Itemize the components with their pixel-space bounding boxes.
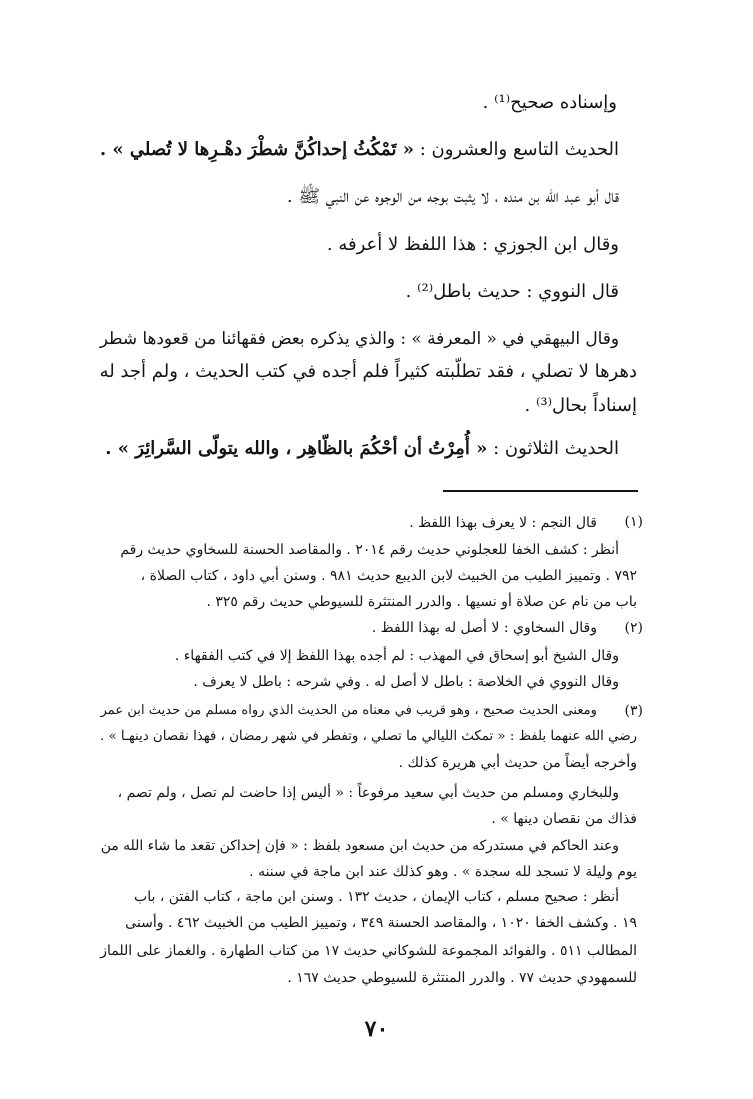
footnote-1-line-1: قال النجم : لا يعرف بهذا اللفظ . xyxy=(409,515,597,531)
line-ibn-jawzi: وقال ابن الجوزي : هذا اللفظ لا أعرفه . xyxy=(326,234,619,255)
footnote-3-line-2: رضي الله عنهما بلفظ : « تمكث الليالي ما تصلي ، وتفطر في شهر رمضان ، فهذا نقصان دينهـا » . xyxy=(99,729,637,744)
footnote-2-line-3: وقال النووي في الخلاصة : باطل لا أصل له . وفي شرحه : باطل لا يعرف . xyxy=(193,674,619,690)
footnote-number-2: (٢) xyxy=(624,620,643,636)
footnote-3-line-7: يوم وليلة لا تسجد لله سجدة » . وهو كذلك عند ابن ماجة في سننه . xyxy=(249,864,637,880)
line-bayhaqi-2: دهرها لا تصلي ، فقد تطلّبته كثيراً فلم أجده في كتب الحديث ، ولم أجد له xyxy=(99,361,637,382)
footnote-3-line-10: المطالب ٥١١ . والفوائد المجموعة للشوكاني حديث ١٧ من كتاب الطهارة . والغماز على اللماز xyxy=(100,943,637,959)
footnote-3-line-1: ومعنى الحديث صحيح ، وهو قريب في معناه من الحديث الذي رواه مسلم من حديث ابن عمر xyxy=(100,703,597,718)
footnote-3-line-5: فذاك من نقصان دينها » . xyxy=(491,811,637,827)
hadith-29-heading xyxy=(100,139,619,160)
line-bayhaqi-3: إسناداً بحال⁽³⁾ . xyxy=(524,395,637,416)
page-number: ٧٠ xyxy=(364,1016,389,1042)
hadith-30-prefix: الحديث الثلاثون : xyxy=(487,438,619,459)
hadith-30-heading xyxy=(105,438,619,459)
footnote-2-line-1: وقال السخاوي : لا أصل له بهذا اللفظ . xyxy=(371,620,597,636)
footnote-1-line-3: ٧٩٢ . وتمييز الطيب من الخبيث لابن الديبع حديث ٩٨١ . وسنن أبي داود ، كتاب الصلاة ، xyxy=(140,568,637,584)
footnote-1-line-2: أنظر : كشف الخفا للعجلوني حديث رقم ٢٠١٤ . والمقاصد الحسنة للسخاوي حديث رقم xyxy=(120,542,619,558)
footnote-number-1: (١) xyxy=(624,514,643,530)
footnote-3-line-11: للسمهودي حديث ٧٧ . والدرر المنتثرة للسيوطي حديث ١٦٧ . xyxy=(287,970,637,986)
footnote-3-line-8: أنظر : صحيح مسلم ، كتاب الإيمان ، حديث ١٣٢ . وسنن ابن ماجة ، كتاب الفتن ، باب xyxy=(134,889,619,905)
line-bayhaqi-1: وقال البيهقي في « المعرفة » : والذي يذكره بعض فقهائنا من قعودها شطر xyxy=(99,328,619,348)
footnote-2-line-2: وقال الشيخ أبو إسحاق في المهذب : لم أجده بهذا اللفظ إلا في كتب الفقهاء . xyxy=(174,648,619,664)
hadith-29-text: « تَمْكُثُ إحداكُنَّ شطْرَ دهْـرِها لا تُصلي » . xyxy=(99,139,414,160)
line-ibn-mandah: قال أبو عبد الله بن منده ، لا يثبت بوجه من الوجوه عن النبي ﷺ . xyxy=(286,186,619,207)
footnote-3-line-9: ١٩ . وكشف الخفا ١٠٢٠ ، والمقاصد الحسنة ٣٤٩ ، وتمييز الطيب من الخبيث ٤٦٢ . وأسنى xyxy=(125,915,637,931)
footnote-3-line-3: وأخرجه أيضاً من حديث أبي هريرة كذلك . xyxy=(398,755,637,771)
footnote-3-line-4: وللبخاري ومسلم من حديث أبي سعيد مرفوعاً : « أليس إذا حاضت لم تصل ، ولم تصم ، xyxy=(117,785,619,801)
line-isnad: وإسناده صحيح⁽¹⁾ . xyxy=(482,92,617,113)
line-nawawi: قال النووي : حديث باطل⁽²⁾ . xyxy=(405,281,619,302)
footnote-number-3: (٣) xyxy=(624,703,643,719)
footnote-1-line-4: باب من نام عن صلاة أو نسيها . والدرر المنتثرة للسيوطي حديث رقم ٣٢٥ . xyxy=(206,594,637,610)
footnote-3-line-6: وعند الحاكم في مستدركه من حديث ابن مسعود بلفظ : « فإن إحداكن تقعد ما شاء الله من xyxy=(100,838,619,854)
footnote-separator xyxy=(443,490,638,492)
hadith-30-text: « أُمِرْتُ أن أحْكُمَ بالظّاهِر ، والله يتولّى السَّرائِرَ » . xyxy=(105,438,488,459)
hadith-29-prefix: الحديث التاسع والعشرون : xyxy=(413,139,619,160)
